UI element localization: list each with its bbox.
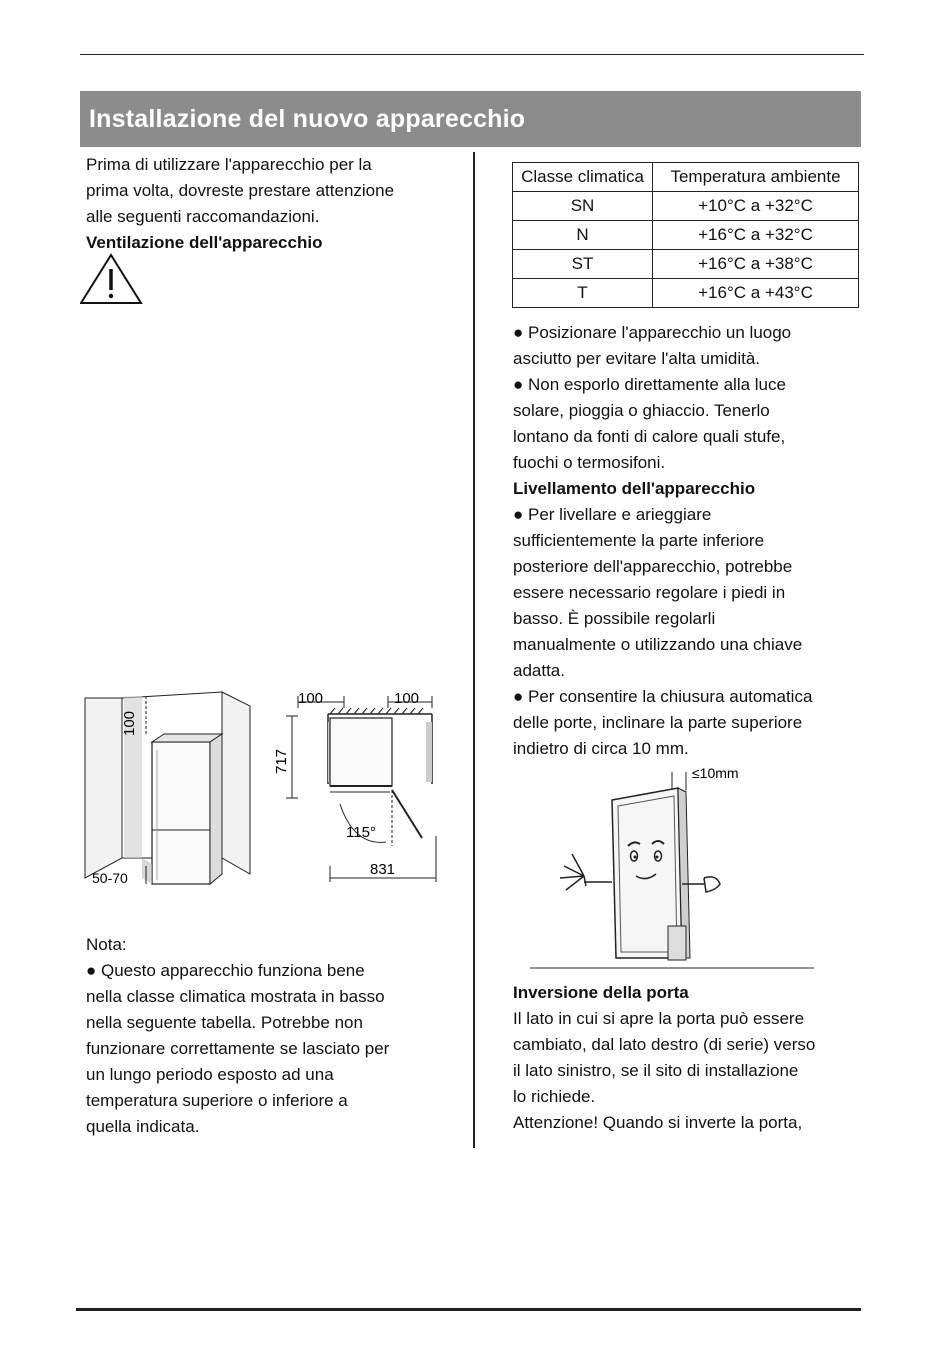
table-row bbox=[513, 192, 859, 221]
section-title: Installazione del nuovo apparecchio bbox=[80, 91, 861, 147]
table-cell: SN bbox=[513, 192, 653, 221]
right-clearance-label bbox=[392, 688, 432, 708]
floor-gap-text: 50-70 bbox=[92, 870, 128, 886]
ventilation-heading: Ventilazione dell'apparecchio bbox=[86, 233, 323, 252]
leveling-line: adatta. bbox=[513, 661, 565, 680]
leveling-line: delle porte, inclinare la parte superiore bbox=[513, 713, 803, 732]
table-cell: +16°C a +32°C bbox=[653, 221, 859, 250]
open-width-label bbox=[368, 858, 408, 878]
bottom-rule bbox=[76, 1308, 861, 1311]
column-divider bbox=[473, 152, 475, 1148]
installation-top-diagram bbox=[270, 686, 450, 886]
position-line: ● Posizionare l'apparecchio un luogo bbox=[513, 323, 792, 342]
warning-icon bbox=[80, 252, 144, 306]
floor-gap-label bbox=[92, 866, 142, 888]
door-line: lo richiede. bbox=[513, 1087, 596, 1106]
depth-text: 717 bbox=[273, 748, 290, 774]
door-heading: Inversione della porta bbox=[513, 983, 689, 1002]
top-rule bbox=[80, 54, 864, 55]
leveling-line: ● Per livellare e arieggiare bbox=[513, 505, 712, 524]
left-clearance-label bbox=[296, 688, 336, 708]
door-line: Il lato in cui si apre la porta può essere bbox=[513, 1009, 805, 1028]
door-angle-label bbox=[346, 820, 390, 842]
climate-class-table bbox=[512, 162, 859, 308]
table-row bbox=[513, 250, 859, 279]
intro-line: prima volta, dovreste prestare attenzione bbox=[86, 181, 395, 200]
table-header-cell: Temperatura ambiente bbox=[653, 163, 859, 192]
open-width-text: 831 bbox=[370, 861, 396, 878]
position-line: fuochi o termosifoni. bbox=[513, 453, 666, 472]
top-clearance-label bbox=[118, 696, 140, 738]
leveling-line: basso. È possibile regolarli bbox=[513, 609, 716, 628]
tilt-label bbox=[690, 762, 760, 784]
intro-paragraph bbox=[86, 152, 394, 256]
installation-room-diagram bbox=[82, 688, 272, 890]
table-row bbox=[513, 221, 859, 250]
door-line: il lato sinistro, se il sito di installazione bbox=[513, 1061, 799, 1080]
tilt-text: ≤10mm bbox=[692, 765, 739, 781]
door-angle-text: 115° bbox=[346, 824, 376, 841]
tilt-illustration bbox=[528, 764, 820, 972]
table-header-cell: Classe climatica bbox=[513, 163, 653, 192]
position-line: lontano da fonti di calore quali stufe, bbox=[513, 427, 786, 446]
door-line: Attenzione! Quando si inverte la porta, bbox=[513, 1113, 803, 1132]
door-line: cambiato, dal lato destro (di serie) verso bbox=[513, 1035, 816, 1054]
leveling-line: sufficientemente la parte inferiore bbox=[513, 531, 765, 550]
table-cell: +16°C a +43°C bbox=[653, 279, 859, 308]
note-line: un lungo periodo esposto ad una bbox=[86, 1065, 334, 1084]
note-line: temperatura superiore o inferiore a bbox=[86, 1091, 348, 1110]
leveling-line: indietro di circa 10 mm. bbox=[513, 739, 689, 758]
table-header-row bbox=[513, 163, 859, 192]
table-cell: ST bbox=[513, 250, 653, 279]
table-cell: +10°C a +32°C bbox=[653, 192, 859, 221]
leveling-line: essere necessario regolare i piedi in bbox=[513, 583, 786, 602]
leveling-line: manualmente o utilizzando una chiave bbox=[513, 635, 803, 654]
note-paragraph bbox=[86, 932, 389, 1140]
intro-line: alle seguenti raccomandazioni. bbox=[86, 207, 320, 226]
leveling-line: posteriore dell'apparecchio, potrebbe bbox=[513, 557, 793, 576]
top-clearance-text: 100 bbox=[121, 710, 138, 736]
note-line: nella seguente tabella. Potrebbe non bbox=[86, 1013, 363, 1032]
note-line: quella indicata. bbox=[86, 1117, 200, 1136]
note-line: funzionare correttamente se lasciato per bbox=[86, 1039, 390, 1058]
left-clearance-text: 100 bbox=[298, 690, 324, 707]
leveling-heading: Livellamento dell'apparecchio bbox=[513, 479, 756, 498]
position-line: solare, pioggia o ghiaccio. Tenerlo bbox=[513, 401, 770, 420]
note-line: ● Questo apparecchio funziona bene bbox=[86, 961, 365, 980]
table-cell: +16°C a +38°C bbox=[653, 250, 859, 279]
position-line: ● Non esporlo direttamente alla luce bbox=[513, 375, 786, 394]
position-paragraph bbox=[513, 320, 812, 762]
right-clearance-text: 100 bbox=[394, 690, 420, 707]
leveling-line: ● Per consentire la chiusura automatica bbox=[513, 687, 813, 706]
table-cell: T bbox=[513, 279, 653, 308]
table-row bbox=[513, 279, 859, 308]
depth-label bbox=[270, 740, 292, 782]
table-cell: N bbox=[513, 221, 653, 250]
intro-line: Prima di utilizzare l'apparecchio per la bbox=[86, 155, 372, 174]
position-line: asciutto per evitare l'alta umidità. bbox=[513, 349, 761, 368]
note-label: Nota: bbox=[86, 935, 127, 954]
note-line: nella classe climatica mostrata in basso bbox=[86, 987, 385, 1006]
door-paragraph bbox=[513, 980, 815, 1136]
